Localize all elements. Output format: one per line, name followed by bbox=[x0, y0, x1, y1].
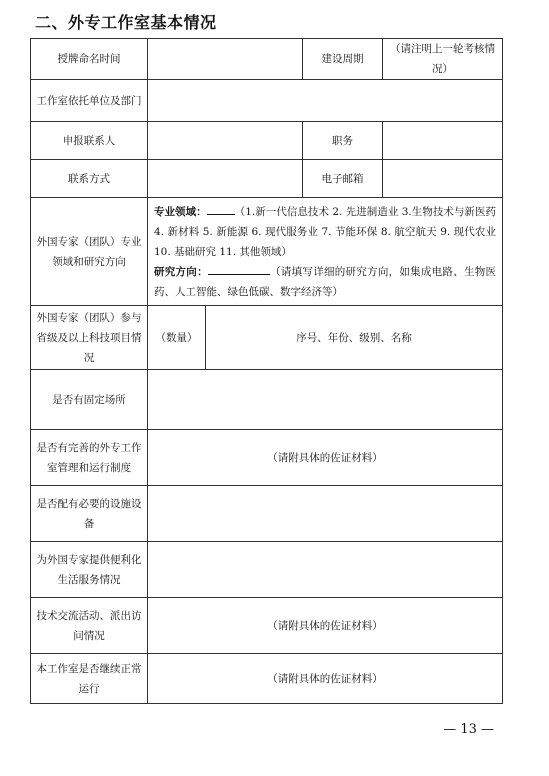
row-living-services bbox=[31, 542, 503, 598]
label-living-services: 为外国专家提供便利化生活服务情况 bbox=[31, 542, 148, 598]
value-project-detail[interactable]: 序号、年份、级别、名称 bbox=[206, 306, 503, 370]
value-contact-person[interactable] bbox=[148, 122, 303, 160]
note-continue-operation[interactable]: （请附具体的佐证材料） bbox=[148, 654, 503, 704]
direction-key: 研究方向： bbox=[154, 265, 208, 278]
value-fixed-site[interactable] bbox=[148, 370, 503, 430]
value-facilities[interactable] bbox=[148, 486, 503, 542]
value-contact-info[interactable] bbox=[148, 160, 303, 198]
row-projects bbox=[31, 306, 503, 370]
direction-blank[interactable] bbox=[208, 262, 270, 275]
page-number: — 13 — bbox=[443, 722, 494, 737]
value-host-unit[interactable] bbox=[148, 80, 503, 122]
label-build-period: 建设周期 bbox=[303, 39, 383, 80]
note-exchange[interactable]: （请附具体的佐证材料） bbox=[148, 598, 503, 654]
row-contact-person bbox=[31, 122, 503, 160]
value-living-services[interactable] bbox=[148, 542, 503, 598]
label-contact-person: 申报联系人 bbox=[31, 122, 148, 160]
label-expert-field: 外国专家（团队）专业领域和研究方向 bbox=[31, 198, 148, 306]
row-facilities bbox=[31, 486, 503, 542]
note-build-period[interactable]: （请注明上一轮考核情况） bbox=[383, 39, 503, 80]
value-naming-time[interactable] bbox=[148, 39, 303, 80]
row-continue-operation bbox=[31, 654, 503, 704]
row-expert-field bbox=[31, 198, 503, 306]
field-options: （1.新一代信息技术 2. 先进制造业 3.生物技术与新医药 4. 新材料 5. 新能源 6. 现代服务业 7. 节能环保 8. 航空航天 9. 现代农业 10. 基础研究 11. 其他领域） bbox=[154, 205, 496, 258]
section-title: 二、外专工作室基本情况 bbox=[35, 13, 217, 32]
label-fixed-site: 是否有固定场所 bbox=[31, 370, 148, 430]
label-email: 电子邮箱 bbox=[303, 160, 383, 198]
label-projects: 外国专家（团队）参与省级及以上科技项目情况 bbox=[31, 306, 148, 370]
value-expert-field[interactable] bbox=[148, 198, 503, 306]
value-project-count[interactable]: （数量） bbox=[148, 306, 206, 370]
label-contact-info: 联系方式 bbox=[31, 160, 148, 198]
label-facilities: 是否配有必要的设施设备 bbox=[31, 486, 148, 542]
basic-info-table bbox=[30, 38, 503, 704]
row-management bbox=[31, 430, 503, 486]
row-exchange bbox=[31, 598, 503, 654]
label-naming-time: 授牌命名时间 bbox=[31, 39, 148, 80]
label-continue-operation: 本工作室是否继续正常运行 bbox=[31, 654, 148, 704]
label-management: 是否有完善的外专工作室管理和运行制度 bbox=[31, 430, 148, 486]
row-host-unit bbox=[31, 80, 503, 122]
label-host-unit: 工作室依托单位及部门 bbox=[31, 80, 148, 122]
field-key: 专业领域： bbox=[154, 205, 207, 218]
note-management[interactable]: （请附具体的佐证材料） bbox=[148, 430, 503, 486]
direction-hint: （请填写详细的研究方向，如集成电路、生物医药、人工智能、绿色低碳、数字经济等） bbox=[154, 265, 497, 298]
value-position[interactable] bbox=[383, 122, 503, 160]
label-exchange: 技术交流活动、派出访问情况 bbox=[31, 598, 148, 654]
row-naming-time bbox=[31, 39, 503, 80]
row-contact-info bbox=[31, 160, 503, 198]
row-fixed-site bbox=[31, 370, 503, 430]
field-blank[interactable] bbox=[207, 202, 235, 215]
value-email[interactable] bbox=[383, 160, 503, 198]
label-position: 职务 bbox=[303, 122, 383, 160]
